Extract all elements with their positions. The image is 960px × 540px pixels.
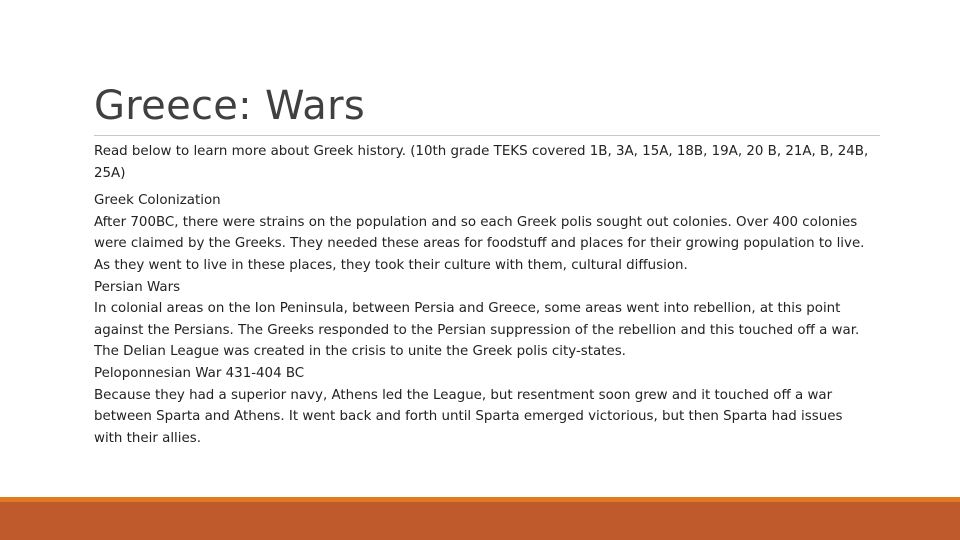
section-body-colonization: After 700BC, there were strains on the population and so each Greek polis sought out colonies. Over 400 colonies were claimed by the Greeks. They needed these areas for foodstuff and places for their growing population to live. As they went to live in these places, they took their culture with them, cultural diffusion. <box>94 214 865 273</box>
title-divider <box>94 135 880 136</box>
section-heading-colonization: Greek Colonization <box>94 193 221 209</box>
section-body-peloponnesian-war: Because they had a superior navy, Athens led the League, but resentment soon grew and it touched off a war between Sparta and Athens. It went back and forth until Sparta emerged victorious, but then Sparta had issues with their allies. <box>94 387 843 446</box>
section-body-persian-wars: In colonial areas on the Ion Peninsula, between Persia and Greece, some areas went into rebellion, at this point against the Persians. The Greeks responded to the Persian suppression of the rebellion and this touched off a war. The Delian League was created in the crisis to unite the Greek polis city-states. <box>94 301 860 360</box>
slide-title: Greece: Wars <box>94 83 365 129</box>
section-heading-persian-wars: Persian Wars <box>94 279 181 295</box>
slide-content <box>94 141 874 449</box>
intro-text: Read below to learn more about Greek history. (10th grade TEKS covered 1B, 3A, 15A, 18B, 19A, 20 B, 21A, B, 24B, 25A) <box>94 144 869 181</box>
section-heading-peloponnesian-war: Peloponnesian War 431-404 BC <box>94 365 305 381</box>
footer-bar <box>0 502 960 540</box>
